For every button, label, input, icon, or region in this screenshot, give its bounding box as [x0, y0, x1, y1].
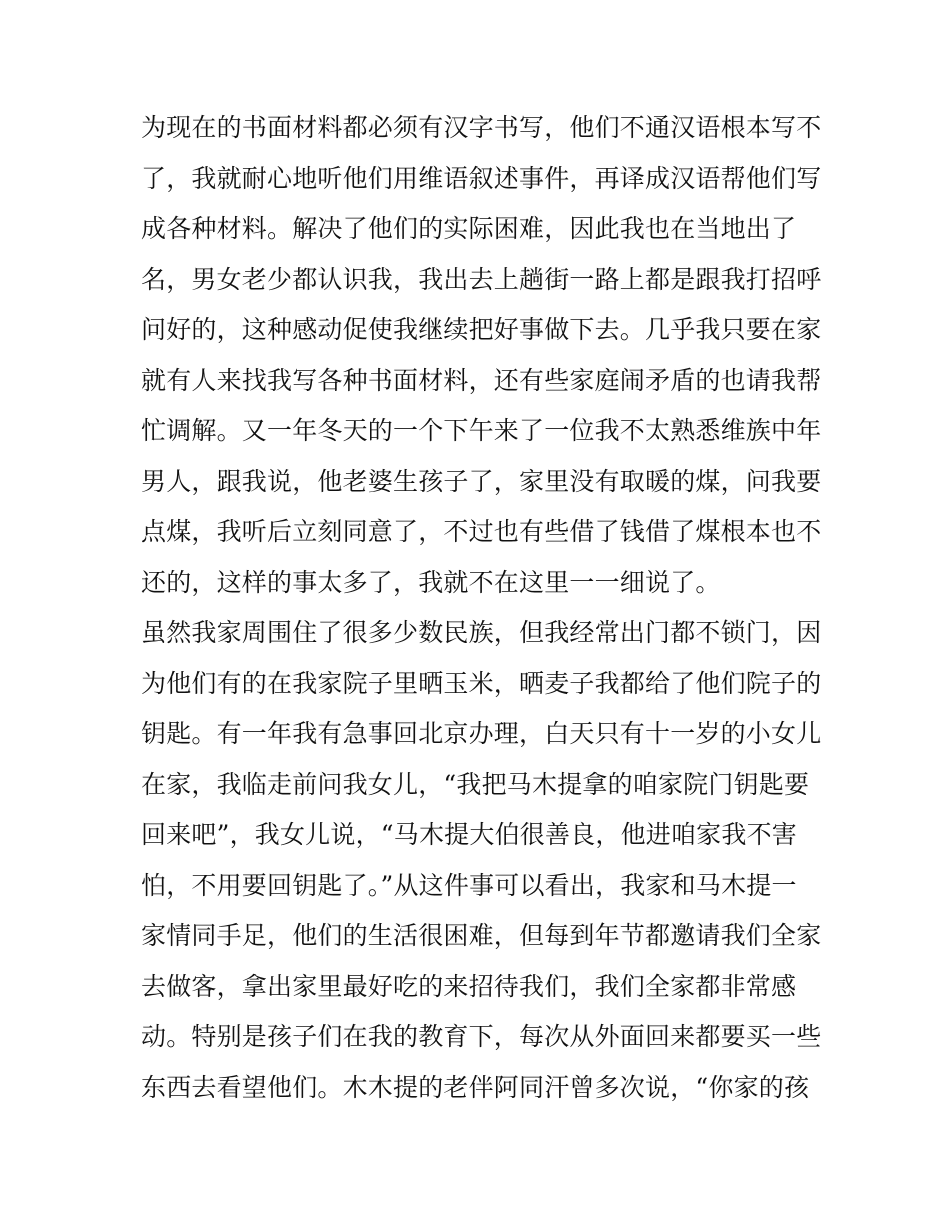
- text-line: 家情同手足，他们的生活很困难，但每到年节都邀请我们全家: [141, 921, 822, 950]
- text-line: 回来吧”，我女儿说，“马木提大伯很善良，他进咱家我不害: [141, 820, 797, 849]
- text-line: 问好的，这种感动促使我继续把好事做下去。几乎我只要在家: [141, 315, 822, 344]
- text-line: 动。特别是孩子们在我的教育下，每次从外面回来都要买一些: [141, 1022, 822, 1051]
- text-line: 为他们有的在我家院子里晒玉米，晒麦子我都给了他们院子的: [141, 668, 822, 698]
- text-line: 虽然我家周围住了很多少数民族，但我经常出门都不锁门，因: [141, 618, 822, 647]
- text-line: 了，我就耐心地听他们用维语叙述事件，再译成汉语帮他们写: [141, 163, 822, 193]
- text-line: 为现在的书面材料都必须有汉字书写，他们不通汉语根本写不: [141, 113, 822, 142]
- text-line: 在家，我临走前问我女儿，“我把马木提拿的咱家院门钥匙要: [141, 769, 810, 799]
- text-line: 成各种材料。解决了他们的实际困难，因此我也在当地出了: [141, 214, 797, 243]
- text-line: 就有人来找我写各种书面材料，还有些家庭闹矛盾的也请我帮: [141, 365, 822, 395]
- text-line: 东西去看望他们。木木提的老伴阿同汗曾多次说，“你家的孩: [141, 1072, 810, 1102]
- body-text: [141, 103, 821, 1113]
- text-line: 钥匙。有一年我有急事回北京办理，白天只有十一岁的小女儿: [141, 719, 822, 748]
- text-line: 怕，不用要回钥匙了。”从这件事可以看出，我家和马木提一: [141, 870, 797, 900]
- text-line: 忙调解。又一年冬天的一个下午来了一位我不太熟悉维族中年: [141, 416, 822, 445]
- text-line: 名，男女老少都认识我，我出去上趟街一路上都是跟我打招呼: [141, 264, 822, 294]
- text-line: 去做客，拿出家里最好吃的来招待我们，我们全家都非常感: [141, 971, 797, 1001]
- text-line: 男人，跟我说，他老婆生孩子了，家里没有取暖的煤，问我要: [141, 466, 822, 496]
- text-line: 还的，这样的事太多了，我就不在这里一一细说了。: [141, 567, 721, 597]
- text-line: 点煤，我听后立刻同意了，不过也有些借了钱借了煤根本也不: [141, 517, 822, 546]
